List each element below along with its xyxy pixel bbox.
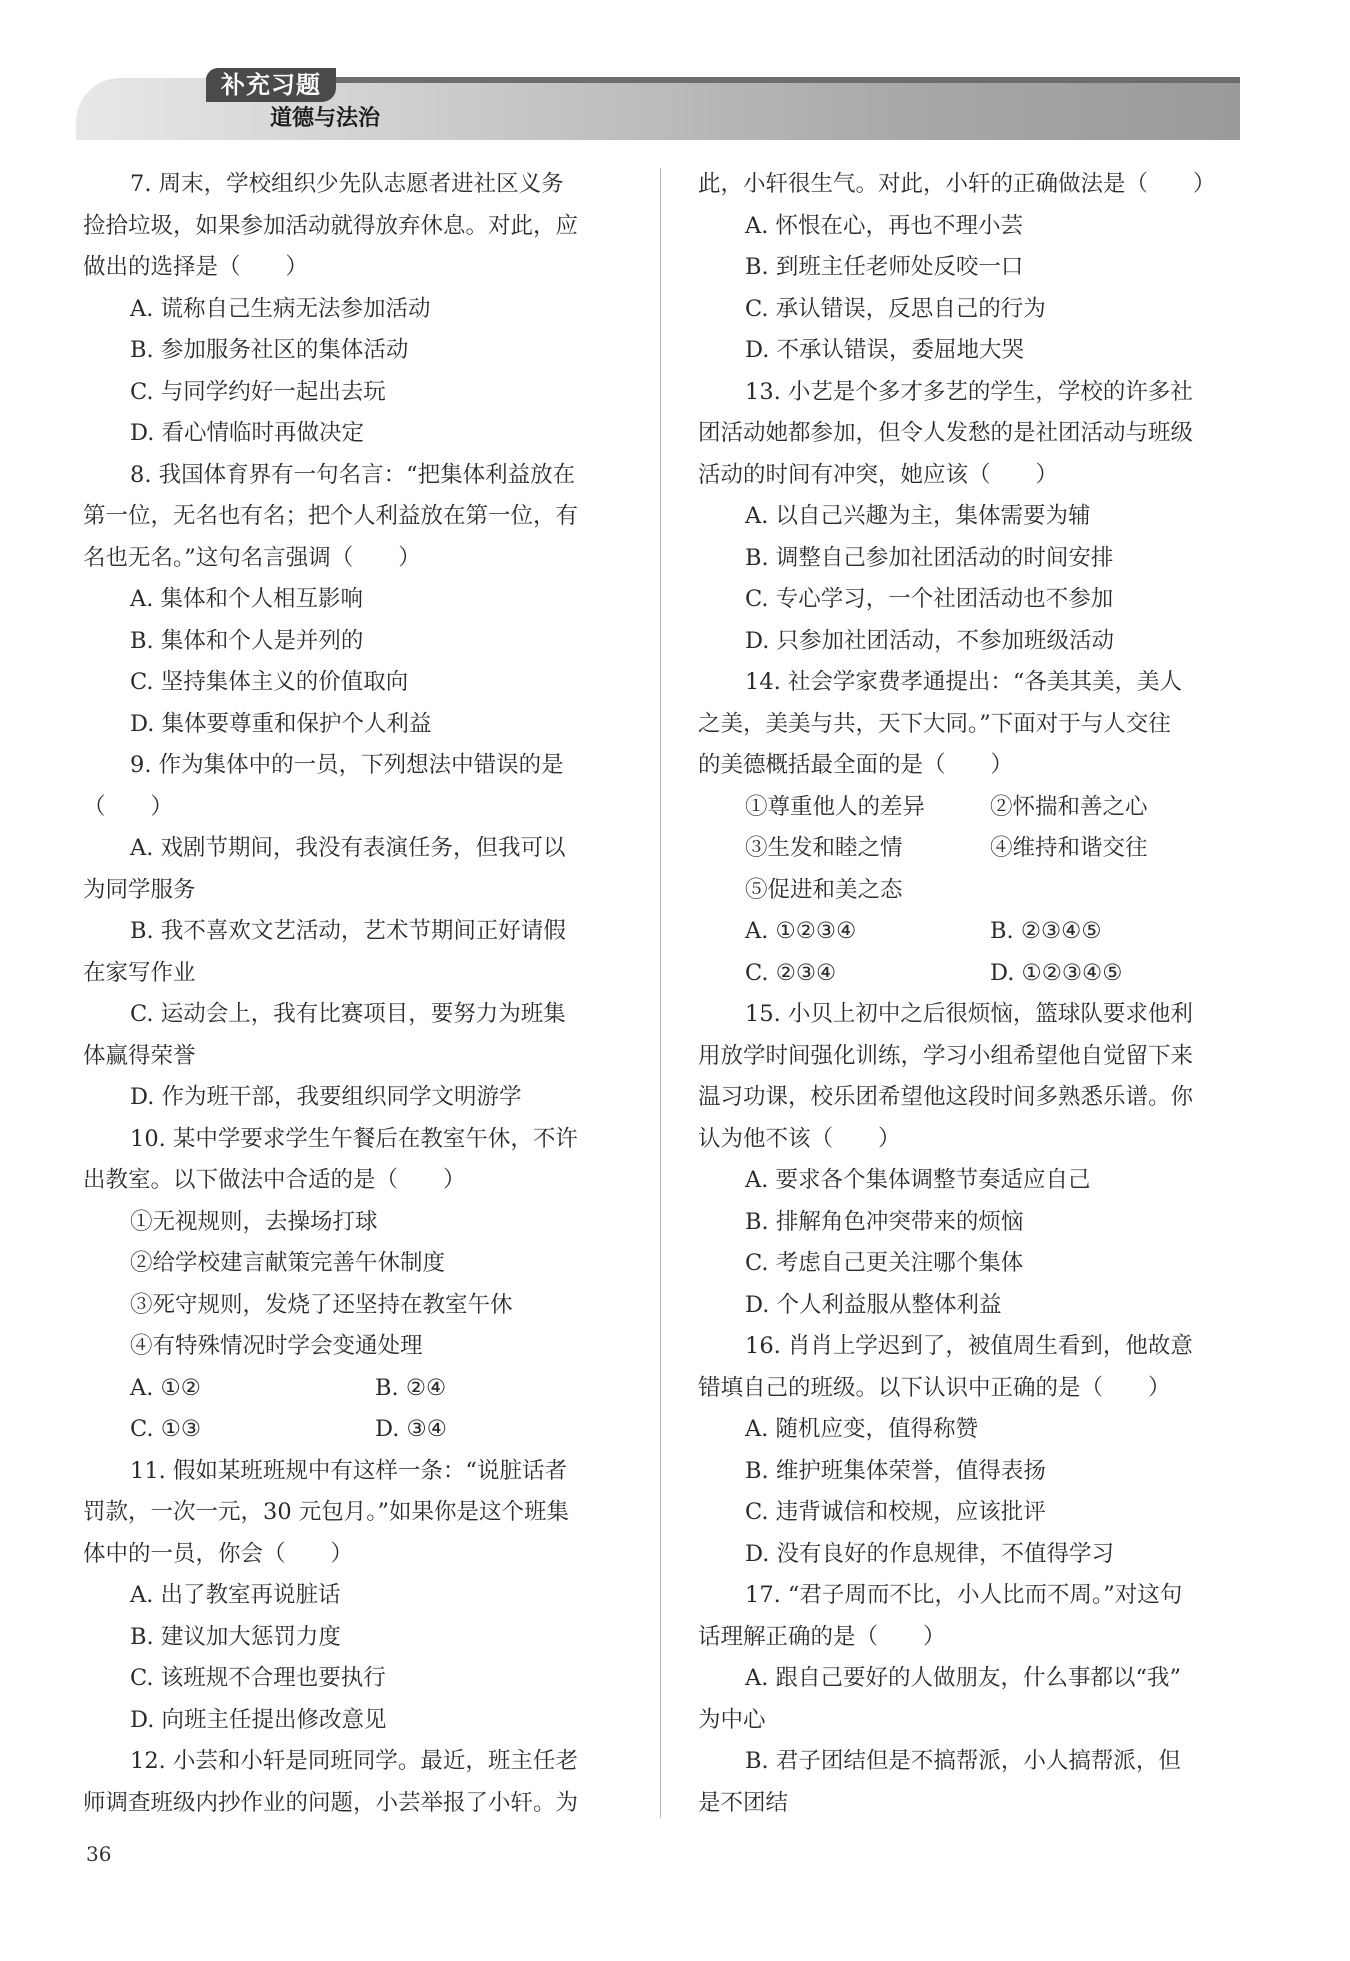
question-7 [83, 164, 623, 455]
question-stem: 第一位，无名也有名；把个人利益放在第一位，有 [83, 503, 579, 529]
option-d: D. 看心情临时再做决定 [130, 420, 365, 446]
statement-1: ①无视规则，去操场打球 [130, 1208, 378, 1235]
option-c: C. ①③ [130, 1416, 202, 1442]
statement-4: ④有特殊情况时学会变通处理 [130, 1333, 423, 1359]
option-a: A. 随机应变，值得称赞 [745, 1416, 979, 1442]
question-stem: 话理解正确的是（ ） [698, 1623, 946, 1650]
page-number: 36 [86, 1842, 112, 1866]
option-c: C. 违背诚信和校规，应该批评 [745, 1499, 1046, 1525]
question-stem: 名也无名。”这句名言强调（ ） [83, 544, 421, 571]
question-stem: 认为他不该（ ） [698, 1125, 901, 1152]
option-c-cont: 体赢得荣誉 [83, 1042, 196, 1069]
question-stem: 12. 小芸和小轩是同班同学。最近，班主任老 [130, 1748, 578, 1774]
question-stem: 团活动她都参加，但令人发愁的是社团活动与班级 [698, 420, 1194, 446]
question-stem: 做出的选择是（ ） [83, 254, 309, 280]
question-stem: 14. 社会学家费孝通提出：“各美其美，美人 [745, 669, 1182, 695]
question-14 [698, 662, 1238, 994]
option-c: C. 运动会上，我有比赛项目，要努力为班集 [130, 1001, 566, 1027]
option-b: B. 建议加大惩罚力度 [130, 1623, 341, 1650]
question-stem: 10. 某中学要求学生午餐后在教室午休，不许 [130, 1125, 578, 1152]
question-12 [83, 1741, 623, 1824]
option-a: A. 怀恨在心，再也不理小芸 [745, 212, 1024, 239]
option-b-cont: 在家写作业 [83, 959, 196, 986]
section-tag: 补充习题 [206, 68, 336, 102]
question-9 [83, 745, 623, 1119]
question-17 [698, 1575, 1238, 1824]
right-column [698, 164, 1238, 1824]
option-b: B. 到班主任老师处反咬一口 [745, 254, 1024, 280]
option-b: B. 维护班集体荣誉，值得表扬 [745, 1457, 1046, 1484]
question-8 [83, 455, 623, 746]
option-b: B. 集体和个人是并列的 [130, 627, 364, 654]
statements-row [698, 828, 1238, 870]
statement-3: ③生发和睦之情 [745, 835, 903, 861]
question-stem: 17. “君子周而不比，小人比而不周。”对这句 [745, 1582, 1183, 1608]
option-c: C. 该班规不合理也要执行 [130, 1665, 386, 1691]
option-d: D. 没有良好的作息规律，不值得学习 [745, 1540, 1115, 1567]
statement-4: ④维持和谐交往 [990, 835, 1148, 861]
option-c: C. 坚持集体主义的价值取向 [130, 669, 409, 695]
statement-2: ②怀揣和善之心 [990, 793, 1148, 820]
option-c: C. 与同学约好一起出去玩 [130, 378, 386, 405]
question-stem: 8. 我国体育界有一句名言：“把集体利益放在 [130, 461, 576, 488]
question-13 [698, 372, 1238, 663]
option-a: A. 跟自己要好的人做朋友，什么事都以“我” [745, 1665, 1182, 1691]
statement-3: ③死守规则，发烧了还坚持在教室午休 [130, 1291, 513, 1318]
question-15 [698, 994, 1238, 1326]
question-stem: 捡拾垃圾，如果参加活动就得放弃休息。对此，应 [83, 212, 579, 239]
question-11 [83, 1451, 623, 1742]
question-stem: （ ） [83, 793, 174, 820]
option-d: D. 集体要尊重和保护个人利益 [130, 710, 432, 737]
question-stem: 温习功课，校乐团希望他这段时间多熟悉乐谱。你 [698, 1084, 1194, 1110]
option-a: A. 谎称自己生病无法参加活动 [130, 295, 431, 322]
question-stem: 15. 小贝上初中之后很烦恼，篮球队要求他利 [745, 1001, 1193, 1027]
statements-row [698, 787, 1238, 829]
option-d: D. ③④ [375, 1416, 447, 1442]
question-stem: 体中的一员，你会（ ） [83, 1540, 354, 1567]
option-a: A. 出了教室再说脏话 [130, 1582, 341, 1608]
option-c: C. 承认错误，反思自己的行为 [745, 295, 1046, 322]
option-a: A. ①② [130, 1374, 201, 1401]
option-b: B. 调整自己参加社团活动的时间安排 [745, 544, 1114, 571]
option-d: D. 个人利益服从整体利益 [745, 1291, 1002, 1318]
option-c: C. 专心学习，一个社团活动也不参加 [745, 586, 1114, 612]
question-stem: 用放学时间强化训练，学习小组希望他自觉留下来 [698, 1042, 1194, 1069]
option-b: B. 排解角色冲突带来的烦恼 [745, 1208, 1024, 1235]
option-d: D. 不承认错误，委屈地大哭 [745, 337, 1025, 363]
question-stem: 13. 小艺是个多才多艺的学生，学校的许多社 [745, 378, 1193, 405]
statement-2: ②给学校建言献策完善午休制度 [130, 1250, 446, 1276]
option-b: B. 君子团结但是不搞帮派，小人搞帮派，但 [745, 1748, 1181, 1774]
option-a-cont: 为中心 [698, 1706, 766, 1733]
page-header [76, 68, 1240, 140]
option-b: B. ②④ [375, 1374, 447, 1401]
option-d: D. 向班主任提出修改意见 [130, 1706, 387, 1733]
options-row [83, 1368, 623, 1410]
column-divider [660, 168, 661, 1818]
option-b: B. 我不喜欢文艺活动，艺术节期间正好请假 [130, 918, 566, 944]
options-row [83, 1409, 623, 1451]
option-c: C. 考虑自己更关注哪个集体 [745, 1250, 1024, 1276]
question-stem: 活动的时间有冲突，她应该（ ） [698, 461, 1059, 488]
statement-5: ⑤促进和美之态 [745, 876, 903, 903]
option-b-cont: 是不团结 [698, 1789, 789, 1816]
statement-1: ①尊重他人的差异 [745, 793, 926, 820]
option-a: A. 以自己兴趣为主，集体需要为辅 [745, 503, 1091, 529]
option-a: A. ①②③④ [745, 918, 857, 944]
question-stem: 的美德概括最全面的是（ ） [698, 752, 1014, 778]
question-16 [698, 1326, 1238, 1575]
option-a: A. 戏剧节期间，我没有表演任务，但我可以 [130, 835, 566, 861]
question-12-cont [698, 164, 1238, 372]
question-stem: 16. 肖肖上学迟到了，被值周生看到，他故意 [745, 1333, 1193, 1359]
option-b: B. ②③④⑤ [990, 918, 1102, 944]
option-d: D. 作为班干部，我要组织同学文明游学 [130, 1084, 522, 1110]
option-a: A. 要求各个集体调整节奏适应自己 [745, 1167, 1091, 1193]
option-b: B. 参加服务社区的集体活动 [130, 337, 409, 363]
options-row [698, 911, 1238, 953]
options-row [698, 953, 1238, 995]
subject-title: 道德与法治 [270, 106, 381, 131]
question-stem: 9. 作为集体中的一员，下列想法中错误的是 [130, 752, 564, 778]
question-stem: 此，小轩很生气。对此，小轩的正确做法是（ ） [698, 171, 1216, 197]
question-stem: 11. 假如某班班规中有这样一条：“说脏话者 [130, 1457, 567, 1484]
question-stem: 之美，美美与共，天下大同。”下面对于与人交往 [698, 710, 1171, 737]
question-stem: 师调查班级内抄作业的问题，小芸举报了小轩。为 [83, 1789, 579, 1816]
option-a-cont: 为同学服务 [83, 876, 196, 903]
question-stem: 错填自己的班级。以下认识中正确的是（ ） [698, 1374, 1171, 1401]
option-d: D. 只参加社团活动，不参加班级活动 [745, 627, 1115, 654]
question-stem: 出教室。以下做法中合适的是（ ） [83, 1167, 466, 1193]
left-column [83, 164, 623, 1824]
header-line [206, 77, 1240, 83]
question-stem: 7. 周末，学校组织少先队志愿者进社区义务 [130, 171, 564, 197]
question-stem: 罚款，一次一元，30 元包月。”如果你是这个班集 [83, 1499, 570, 1525]
option-d: D. ①②③④⑤ [990, 959, 1123, 986]
option-a: A. 集体和个人相互影响 [130, 586, 364, 612]
option-c: C. ②③④ [745, 959, 837, 986]
question-10 [83, 1119, 623, 1451]
